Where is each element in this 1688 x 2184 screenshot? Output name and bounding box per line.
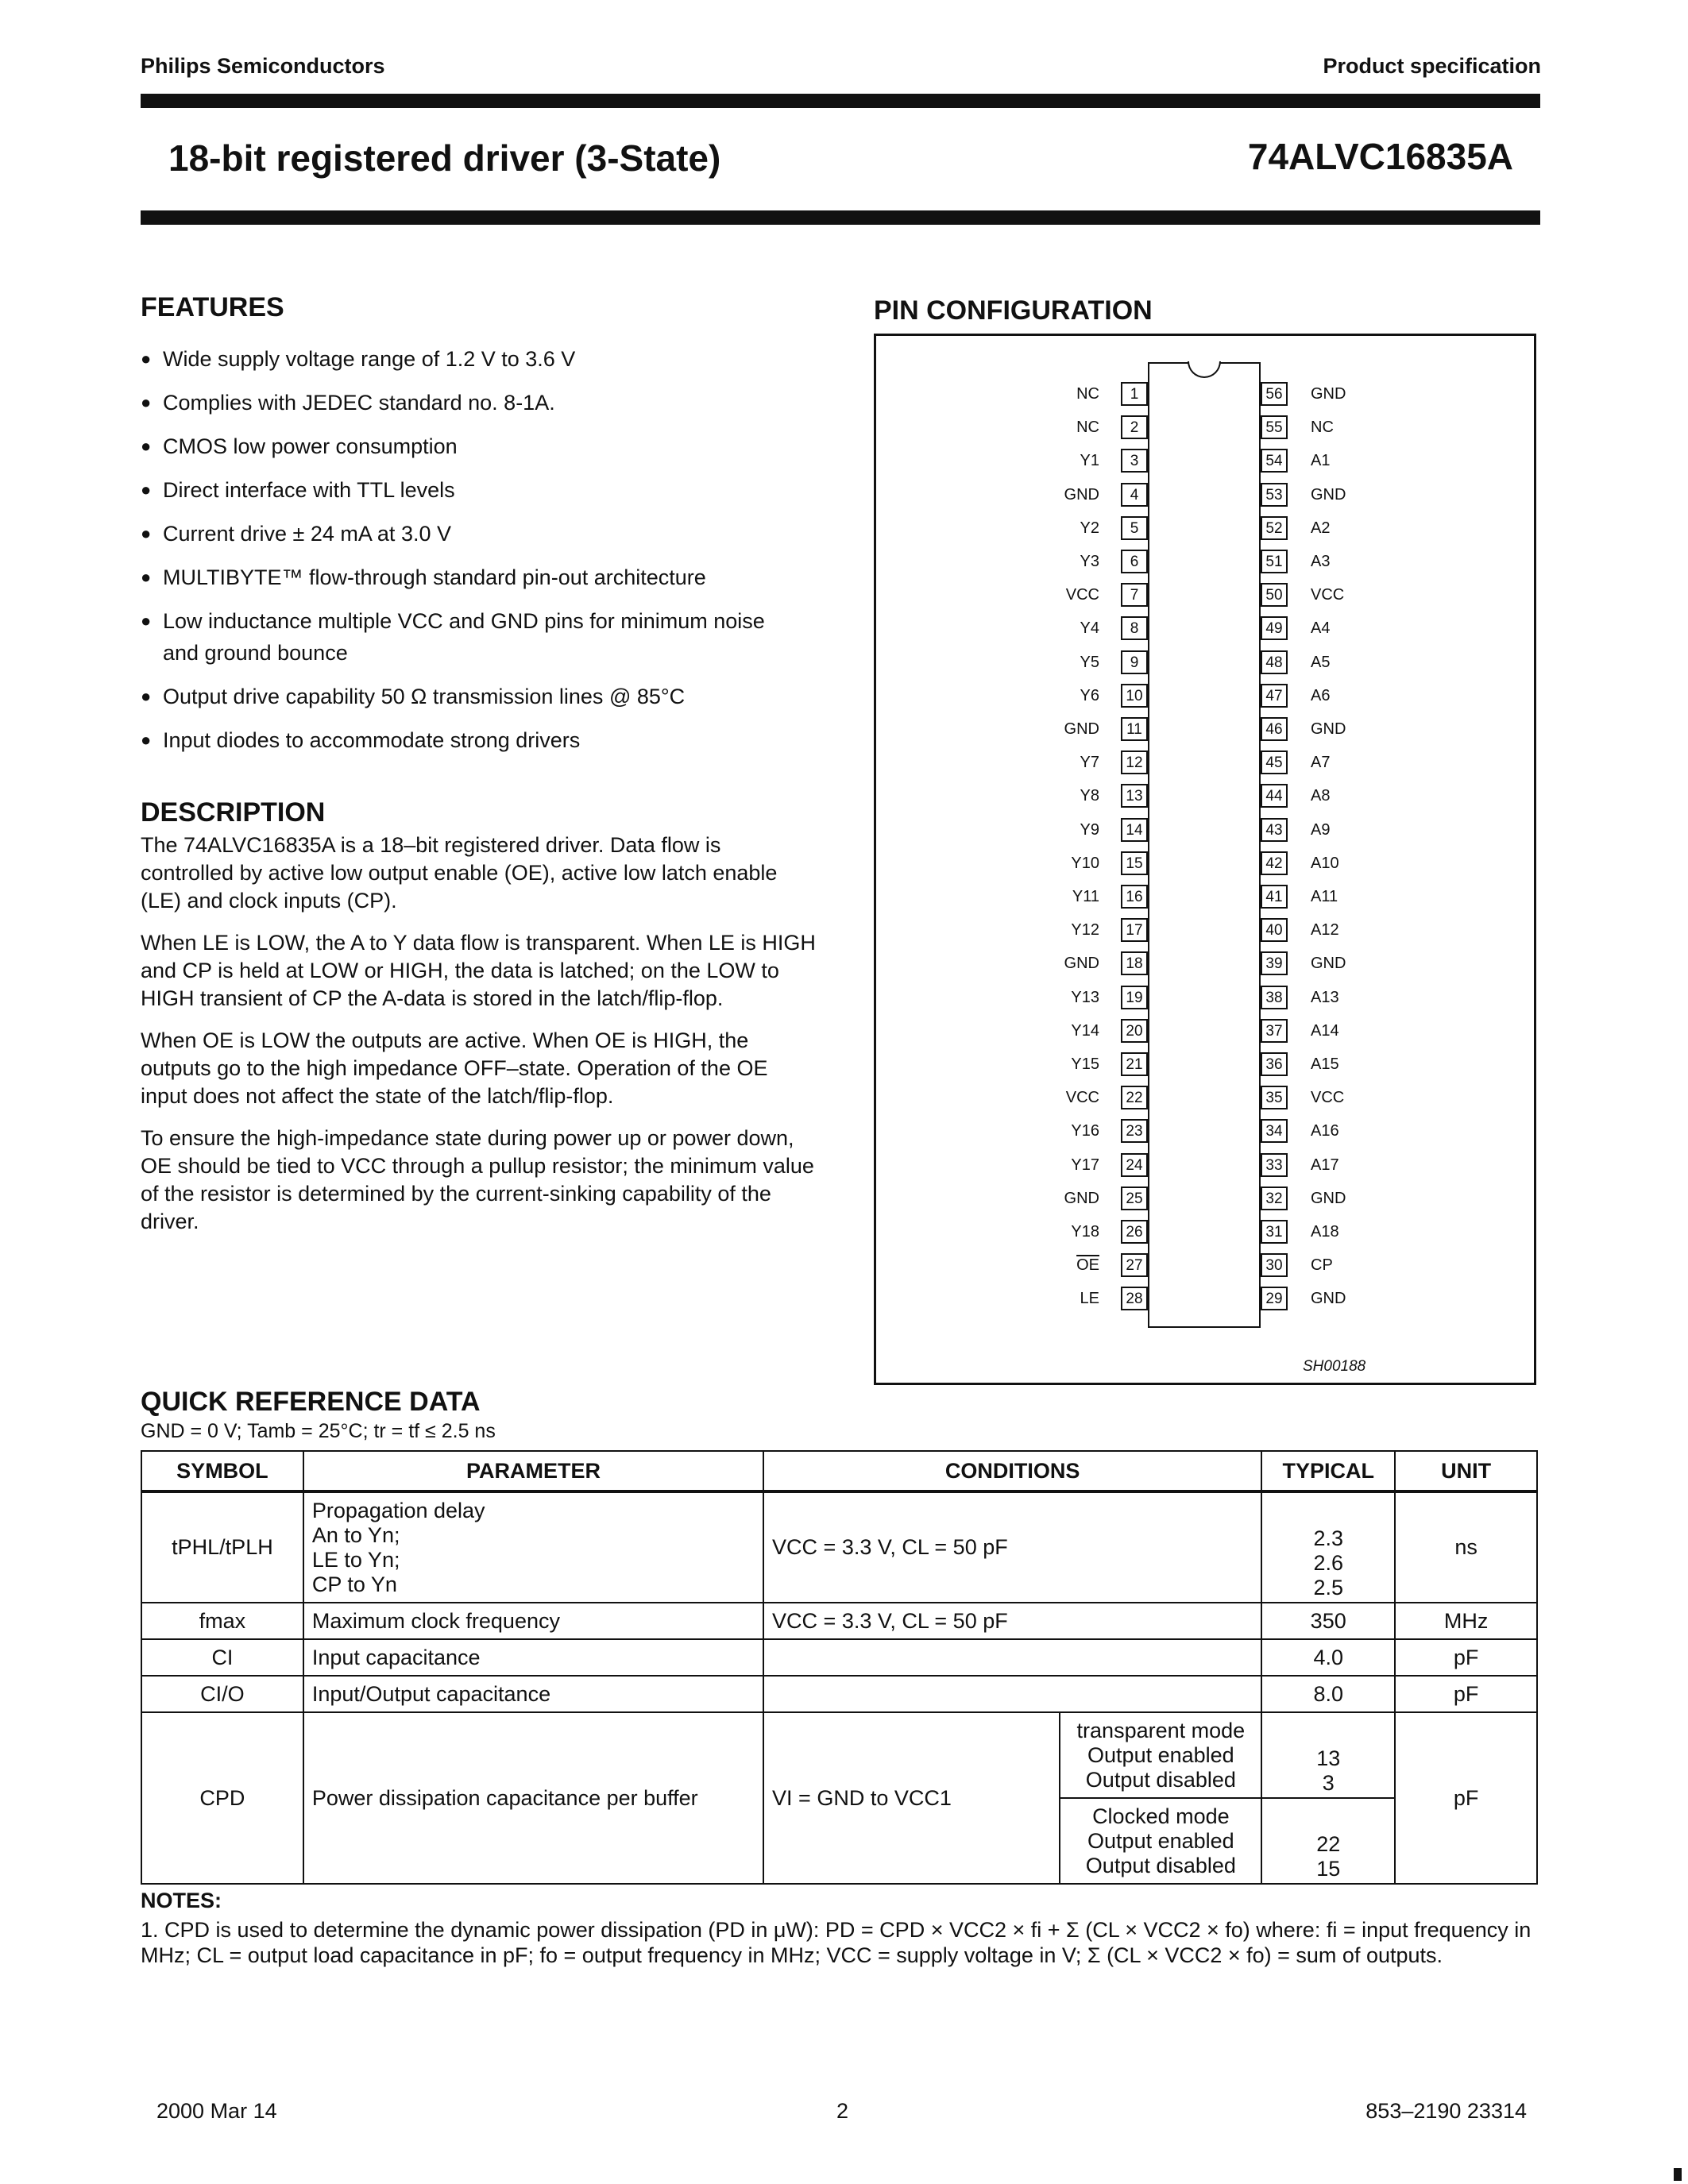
pin-name: VCC [1311, 586, 1345, 604]
description-body [141, 832, 816, 1250]
pin-name: GND [1311, 955, 1346, 972]
footer-page-number: 2 [836, 2099, 849, 2123]
pin-name: VCC [1065, 586, 1099, 604]
pin-number: 46 [1261, 717, 1288, 741]
unit-cell: ns [1395, 1491, 1537, 1603]
typical-cell [1261, 1491, 1395, 1603]
col-unit: UNIT [1395, 1451, 1537, 1491]
typical-value: 15 [1316, 1857, 1341, 1881]
pin-name: GND [1311, 385, 1346, 403]
pin-name: Y9 [1080, 821, 1099, 839]
pin-number: 32 [1261, 1187, 1288, 1210]
table-row [141, 1712, 1537, 1798]
pin-name: Y8 [1080, 787, 1099, 805]
typical-cell: 350 [1261, 1603, 1395, 1639]
pin-name: Y5 [1080, 654, 1099, 671]
pin-number: 15 [1121, 851, 1148, 875]
pin-name: A1 [1311, 452, 1331, 469]
mode-line: transparent mode [1076, 1718, 1246, 1742]
symbol-cell: CI/O [141, 1676, 303, 1712]
pin-number: 26 [1121, 1220, 1148, 1244]
pin-number: 31 [1261, 1220, 1288, 1244]
unit-cell: pF [1395, 1712, 1537, 1884]
pin-number: 47 [1261, 684, 1288, 708]
pin-number: 50 [1261, 583, 1288, 607]
part-number: 74ALVC16835A [1247, 136, 1513, 177]
pin-number: 29 [1261, 1287, 1288, 1310]
pin-name: LE [1080, 1290, 1099, 1307]
pin-name: Y15 [1071, 1055, 1099, 1073]
pin-name: GND [1311, 486, 1346, 504]
pin-number: 9 [1121, 650, 1148, 674]
pin-name: A18 [1311, 1223, 1339, 1241]
table-row [141, 1603, 1537, 1639]
typical-value: 3 [1322, 1771, 1335, 1795]
pin-number: 6 [1121, 550, 1148, 573]
pin-name: Y17 [1071, 1156, 1099, 1174]
pin-number: 38 [1261, 986, 1288, 1009]
pin-name: A8 [1311, 787, 1331, 805]
pin-number: 41 [1261, 885, 1288, 909]
quick-ref-conditions: GND = 0 V; Tamb = 25°C; tr = tf ≤ 2.5 ns [141, 1420, 496, 1442]
pin-name: Y16 [1071, 1122, 1099, 1140]
mode-cell [1060, 1798, 1261, 1884]
condition-cell [763, 1676, 1261, 1712]
pin-number: 17 [1121, 918, 1148, 942]
pin-number: 23 [1121, 1119, 1148, 1143]
unit-cell: pF [1395, 1639, 1537, 1676]
pin-number: 39 [1261, 951, 1288, 975]
pin-number: 30 [1261, 1253, 1288, 1277]
pin-name: A7 [1311, 754, 1331, 771]
footer-doc-number: 853–2190 23314 [1365, 2099, 1527, 2123]
pin-number: 53 [1261, 483, 1288, 507]
parameter-cell: Power dissipation capacitance per buffer [303, 1712, 763, 1884]
mode-cell [1060, 1712, 1261, 1798]
document-type: Product specification [1323, 54, 1541, 78]
feature-item: ● MULTIBYTE™ flow-through standard pin-out architecture [141, 561, 800, 593]
pin-number: 1 [1121, 382, 1148, 406]
table-row [141, 1676, 1537, 1712]
title-rule [141, 210, 1540, 225]
table-row [141, 1639, 1537, 1676]
symbol-cell: fmax [141, 1603, 303, 1639]
parameter-line: An to Yn; [311, 1522, 400, 1547]
pin-name: Y2 [1080, 519, 1099, 537]
pin-number: 48 [1261, 650, 1288, 674]
pin-number: 22 [1121, 1086, 1148, 1109]
description-paragraph: When LE is LOW, the A to Y data flow is transparent. When LE is HIGH and CP is held at LOW or HIGH, the data is latched; on the LOW to HIGH transient of CP the A-data is stored in the latch/flip-flop. [141, 931, 816, 1010]
pin-number: 33 [1261, 1153, 1288, 1177]
parameter-cell: Input/Output capacitance [303, 1676, 763, 1712]
mode-line: Clocked mode [1092, 1804, 1230, 1828]
figure-id: SH00188 [1303, 1358, 1366, 1375]
feature-item: ● Complies with JEDEC standard no. 8-1A. [141, 387, 800, 419]
mode-line: Output enabled [1087, 1828, 1234, 1853]
typical-value: 2.3 [1313, 1526, 1343, 1550]
typical-cell: 4.0 [1261, 1639, 1395, 1676]
pin-number: 36 [1261, 1052, 1288, 1076]
pin-number: 14 [1121, 818, 1148, 842]
pin-name: CP [1311, 1256, 1333, 1274]
pin-name: Y10 [1071, 855, 1099, 872]
pin-number: 35 [1261, 1086, 1288, 1109]
pin-name: NC [1076, 419, 1099, 436]
pin-number: 42 [1261, 851, 1288, 875]
pin-name: VCC [1311, 1089, 1345, 1106]
condition-cell [763, 1639, 1261, 1676]
feature-item: ● Output drive capability 50 Ω transmission lines @ 85°C [141, 681, 800, 712]
pin-number: 44 [1261, 784, 1288, 808]
features-list [141, 343, 800, 768]
pin-number: 8 [1121, 616, 1148, 640]
pin-name: Y14 [1071, 1022, 1099, 1040]
condition-cell: VI = GND to VCC1 [763, 1712, 1060, 1884]
pin-number: 27 [1121, 1253, 1148, 1277]
pin-name: A5 [1311, 654, 1331, 671]
parameter-cell [303, 1491, 763, 1603]
typical-value: 22 [1316, 1832, 1341, 1856]
pin-name: A14 [1311, 1022, 1339, 1040]
col-conditions: CONDITIONS [763, 1451, 1261, 1491]
typical-value: 2.6 [1313, 1551, 1343, 1575]
description-heading: DESCRIPTION [141, 797, 326, 828]
symbol-cell: tPHL/tPLH [141, 1491, 303, 1603]
pin-number: 19 [1121, 986, 1148, 1009]
pin-number: 20 [1121, 1019, 1148, 1043]
pin-name: Y3 [1080, 553, 1099, 570]
quick-ref-table [141, 1450, 1538, 1885]
symbol-cell: CI [141, 1639, 303, 1676]
pin-number: 21 [1121, 1052, 1148, 1076]
pin-number: 45 [1261, 751, 1288, 774]
parameter-cell: Input capacitance [303, 1639, 763, 1676]
symbol-cell: CPD [141, 1712, 303, 1884]
pin-number: 10 [1121, 684, 1148, 708]
pin-name: A12 [1311, 921, 1339, 939]
pin-name: A2 [1311, 519, 1331, 537]
pin-name: Y1 [1080, 452, 1099, 469]
pin-name: GND [1311, 1190, 1346, 1207]
pin-name: NC [1311, 419, 1334, 436]
table-row [141, 1491, 1537, 1603]
typical-value: 13 [1316, 1746, 1341, 1770]
pin-number: 40 [1261, 918, 1288, 942]
pin-number: 34 [1261, 1119, 1288, 1143]
pin-name: Y4 [1080, 619, 1099, 637]
typical-cell [1261, 1798, 1395, 1884]
pin-number: 55 [1261, 415, 1288, 439]
pin-name: Y13 [1071, 989, 1099, 1006]
company-name: Philips Semiconductors [141, 54, 385, 78]
pin-name: NC [1076, 385, 1099, 403]
condition-cell: VCC = 3.3 V, CL = 50 pF [763, 1491, 1261, 1603]
pin-name: A3 [1311, 553, 1331, 570]
pin-number: 49 [1261, 616, 1288, 640]
pin-name: A11 [1311, 888, 1338, 905]
page-title: 18-bit registered driver (3-State) [168, 137, 721, 179]
pin-name: A15 [1311, 1055, 1339, 1073]
pin-name: A17 [1311, 1156, 1339, 1174]
pin-name: GND [1311, 720, 1346, 738]
unit-cell: MHz [1395, 1603, 1537, 1639]
feature-item: ● Low inductance multiple VCC and GND pins for minimum noise and ground bounce [141, 605, 800, 669]
pin-number: 28 [1121, 1287, 1148, 1310]
pin-name: GND [1064, 955, 1099, 972]
table-header-row [141, 1451, 1537, 1491]
pin-name: A16 [1311, 1122, 1339, 1140]
mode-line: Output disabled [1085, 1767, 1236, 1792]
mode-line: Output enabled [1087, 1742, 1234, 1767]
col-typical: TYPICAL [1261, 1451, 1395, 1491]
feature-item: ● Current drive ± 24 mA at 3.0 V [141, 518, 800, 550]
pin-number: 4 [1121, 483, 1148, 507]
note-1: 1. CPD is used to determine the dynamic power dissipation (PD in μW): PD = CPD × VCC2 × fi + Σ (CL × VCC2 × fo) where: fi = input frequency in MHz; CL = output load capacitance in pF; fo = output frequency in MHz; VCC = supply voltage in V; Σ (CL × VCC2 × fo) = sum of outputs. [141, 1918, 1532, 1967]
description-paragraph: To ensure the high-impedance state during power up or power down, OE should be tied to VCC through a pullup resistor; the minimum value of the resistor is determined by the current-sinking capability of the driver. [141, 1126, 814, 1233]
pin-number: 3 [1121, 449, 1148, 473]
quick-ref-heading: QUICK REFERENCE DATA [141, 1387, 481, 1417]
pin-name: A9 [1311, 821, 1331, 839]
typical-cell [1261, 1712, 1395, 1798]
parameter-cell: Maximum clock frequency [303, 1603, 763, 1639]
pin-number: 13 [1121, 784, 1148, 808]
pin-number: 7 [1121, 583, 1148, 607]
features-heading: FEATURES [141, 292, 284, 322]
pin-number: 54 [1261, 449, 1288, 473]
pin-name: $\overline{OE}$ [1076, 1256, 1099, 1274]
description-paragraph: The 74ALVC16835A is a 18–bit registered driver. Data flow is controlled by active low output enable (OE), active low latch enable (LE) and clock inputs (CP). [141, 833, 778, 913]
typical-cell: 8.0 [1261, 1676, 1395, 1712]
condition-cell: VCC = 3.3 V, CL = 50 pF [763, 1603, 1261, 1639]
pin-number: 16 [1121, 885, 1148, 909]
feature-item: ● CMOS low power consumption [141, 430, 800, 462]
pin-name: A13 [1311, 989, 1339, 1006]
pin-name: A10 [1311, 855, 1339, 872]
pin-number: 24 [1121, 1153, 1148, 1177]
pin-number: 18 [1121, 951, 1148, 975]
header-rule [141, 94, 1540, 108]
parameter-line: CP to Yn [311, 1572, 397, 1596]
pin-name: A4 [1311, 619, 1331, 637]
pin-number: 56 [1261, 382, 1288, 406]
pin-number: 2 [1121, 415, 1148, 439]
ic-package-body [1148, 362, 1261, 1328]
footer-date: 2000 Mar 14 [156, 2099, 277, 2123]
pin-name: A6 [1311, 687, 1331, 704]
pin-name: Y6 [1080, 687, 1099, 704]
pin-number: 37 [1261, 1019, 1288, 1043]
mode-line: Output disabled [1085, 1853, 1236, 1877]
feature-item: ● Wide supply voltage range of 1.2 V to 3.6 V [141, 343, 800, 375]
crop-mark [1674, 2168, 1682, 2181]
pin-number: 51 [1261, 550, 1288, 573]
description-paragraph: When OE is LOW the outputs are active. When OE is HIGH, the outputs go to the high impedance OFF–state. Operation of the OE input does not affect the state of the latch/flip-flop. [141, 1028, 768, 1108]
typical-value: 2.5 [1313, 1576, 1343, 1599]
pin-name: VCC [1065, 1089, 1099, 1106]
parameter-line: LE to Yn; [311, 1547, 400, 1572]
pin-name: Y18 [1071, 1223, 1099, 1241]
pin-number: 43 [1261, 818, 1288, 842]
col-parameter: PARAMETER [303, 1451, 763, 1491]
pin-number: 5 [1121, 516, 1148, 540]
pin-name: Y12 [1071, 921, 1099, 939]
col-symbol: SYMBOL [141, 1451, 303, 1491]
pin-name: GND [1311, 1290, 1346, 1307]
notes-heading: NOTES: [141, 1889, 222, 1912]
pin-name: GND [1064, 720, 1099, 738]
pin-number: 11 [1121, 717, 1148, 741]
feature-item: ● Direct interface with TTL levels [141, 474, 800, 506]
pin-number: 52 [1261, 516, 1288, 540]
pin-number: 25 [1121, 1187, 1148, 1210]
unit-cell: pF [1395, 1676, 1537, 1712]
feature-item: ● Input diodes to accommodate strong drivers [141, 724, 800, 756]
pin-config-heading: PIN CONFIGURATION [874, 295, 1153, 326]
pin-name: GND [1064, 486, 1099, 504]
pin-name: Y7 [1080, 754, 1099, 771]
pin-name: GND [1064, 1190, 1099, 1207]
pin-number: 12 [1121, 751, 1148, 774]
parameter-line: Propagation delay [311, 1498, 485, 1522]
pin-name: Y11 [1072, 888, 1099, 905]
